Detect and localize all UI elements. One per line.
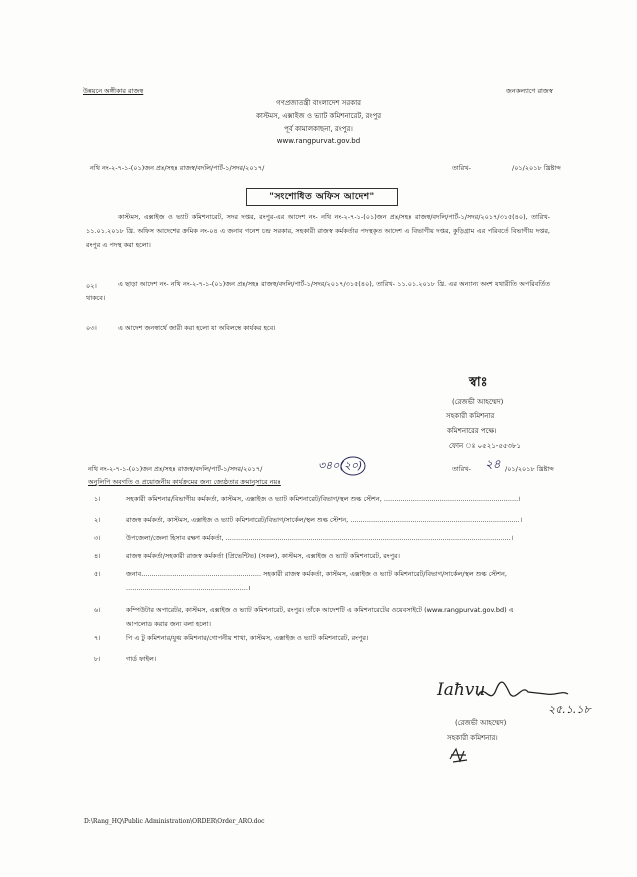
signature-mark: স্বাঃ [469,375,488,390]
copy-item-text: কম্পিউটার অপারেটর, কাস্টমস, এক্সাইজ ও ভ্যাট কমিশনারেট, রংপুর। তাঁকে আদেশটি এ কমিশনারেটের ওয়েবসাইটে (www.rangpurvat.gov.bd) এ [126,606,514,614]
copy-item-number: ৫। [94,570,101,578]
handwritten-day: ২৪ [485,457,501,471]
address-line: পূর্ব কামালকাছনা, রংপুর। [284,125,353,133]
copy-item-number: ৮। [94,655,101,663]
signatory-name: (রেজভী আহম্মেদ) [452,398,504,406]
copy-item-number: ৪। [94,552,101,560]
copy-item-number: ৩। [94,534,101,542]
copy-item-number: ২। [94,516,101,524]
copy-item-text: উপজেলা/জেলা হিসাব রক্ষণ কর্মকর্তা, ..........................................................................................................................................। [126,534,514,542]
copy-item-number: ১। [94,495,101,503]
copy-date-label: তারিখ- [452,465,471,473]
copy-item-text: রাজস্ব কর্মকর্তা/সহকারী রাজস্ব কর্মকর্তা (প্রিভেন্টিভ) (সকল), কাস্টমস, এক্সাইজ ও ভ্যাট কমিশনারেট, রংপুর। [126,552,400,560]
circled-mark-icon [340,456,366,476]
date-value: /০১/২০১৮ খ্রিষ্টাব্দ [512,164,561,172]
copy-file-number: নথি নং-২-৭-১-(০১)জন প্রঃ/সহঃ রাজস্ব/বদলি/পার্ট-১/সদর/২০১৭/ [88,465,263,473]
copy-item-text: পি এ টু কমিশনার/যুগ্ম কমিশনার/গোপনীয় শাখা, কাস্টমস, এক্সাইজ ও ভ্যাট কমিশনারেট, রংপুর। [126,634,369,642]
paragraph-3: এ আদেশ জনস্বার্থে জারী করা হলো যা অবিলম্বে কার্যকর হবে। [118,324,276,332]
order-title: "সংশোধিত অফিস আদেশ" [246,188,398,206]
signature-date-scribble: ২৫.১.১৮ [548,703,591,716]
right-slogan: জনকল্যাণে রাজস্ব [506,87,553,95]
paragraph-1: কাস্টমস, এক্সাইজ ও ভ্যাট কমিশনারেট, সদর দপ্তর, রংপুর-এর আদেশ নং- নথি নং-২-৭-১-(০১)জন প্রঃ/সহঃ রাজস্ব/বদলি/পার্ট-১/সদর/২০১৭/৩১৫(৪০), তারিখ- ১১.০১.২০১৮ খ্রি. অফিস আদেশের ক্রমিক নং-০৪ এ জনাব গনেশ চন্দ্র সরকার, সহকারী রাজস্ব কর্মকর্তার পদস্থকৃত আদেশ এ বিভাগীয় দপ্তর, কুড়িগ্রাম এর পরিবর্তে বিভাগীয় দপ্তর, রংপুর এ পদস্থ করা হলো। [86,213,550,249]
signatory-designation: সহকারী কমিশনার [446,412,495,420]
on-behalf-text: কমিশনারের পক্ষে। [447,427,497,435]
copy-item-text-continued: ...........................................................। [126,584,251,592]
paragraph-3-number: ০৩। [86,324,97,332]
date-label: তারিখ- [452,164,471,172]
phone-number: ফোন ঃ ০৫২১-৫৫৩৮১ [449,442,522,450]
file-path-footer: D:\Rang_HQ\Public Administration\ORDER\Order_ARO.doc [84,818,265,825]
copy-item-number: ৬। [94,606,101,614]
paragraph-2-number: ০২। [86,282,97,290]
copy-heading: অনুলিপি অবগতি ও প্রয়োজনীয় কার্যক্রমের জন্য জ্যেষ্ঠতার ক্রমানুসারে নয়ঃ [88,478,281,486]
signatory2-designation: সহকারী কমিশনার। [447,734,498,742]
paragraph-2: এ ছাড়া আদেশ নং- নথি নং-২-৭-১-(০১)জন প্রঃ/সহঃ রাজস্ব/বদলি/পার্ট-১/সদর/২০১৭/৩১৫(৪০), তারিখ- ১১.০১.২০১৮ খ্রি. এর অন্যান্য অংশ যথারীতি অপরিবর্তিত থাকবে। [86,280,550,302]
office-line: কাস্টমস, এক্সাইজ ও ভ্যাট কমিশনারেট, রংপুর [255,112,382,120]
website-line: www.rangpurvat.gov.bd [276,137,361,145]
handwritten-signature: Iaħvu [437,680,486,700]
file-number: নথি নং-২-৭-১-(০১)জন প্রঃ/সহঃ রাজস্ব/বদলি/পার্ট-১/সদর/২০১৭/ [90,164,265,172]
copy-item-text: রাজস্ব কর্মকর্তা, কাস্টমস, এক্সাইজ ও ভ্যাট কমিশনারেট/বিভাগ/সার্কেল/স্থল শুল্ক স্টেশন, ..................................................................................। [126,516,523,524]
copy-date-value: /০১/২০১৮ খ্রিষ্টাব্দ [505,465,554,473]
gov-line: গণপ্রজাতন্ত্রী বাংলাদেশ সরকার [276,99,361,107]
initials-scribble-icon [448,745,470,765]
copy-item-text: সহকারী কমিশনার/বিভাগীয় কর্মকর্তা, কাস্টমস, এক্সাইজ ও ভ্যাট কমিশনারেট/বিভাগ/স্থল শুল্ক স্টেশন, .................................................................। [126,495,521,503]
copy-item-number: ৭। [94,634,101,642]
signatory2-name: (রেজভী আহম্মেদ) [455,719,507,727]
copy-item-text: জনাব.......................................................... সহকারী রাজস্ব কর্মকর্তা, কাস্টমস, এক্সাইজ ও ভ্যাট কমিশনারেট/বিভাগ/সার্কেল/স্থল শুল্ক স্টেশন, [126,570,507,578]
handwritten-number: ৩৪০(২০) [318,459,363,472]
left-slogan: উন্নয়নে অঙ্গীকার রাজস্ব [83,87,144,95]
copy-item-text: গার্ড ফাইল। [126,655,157,663]
copy-item-text-continued: আপলোড করার জন্য বলা হলো। [126,620,211,628]
